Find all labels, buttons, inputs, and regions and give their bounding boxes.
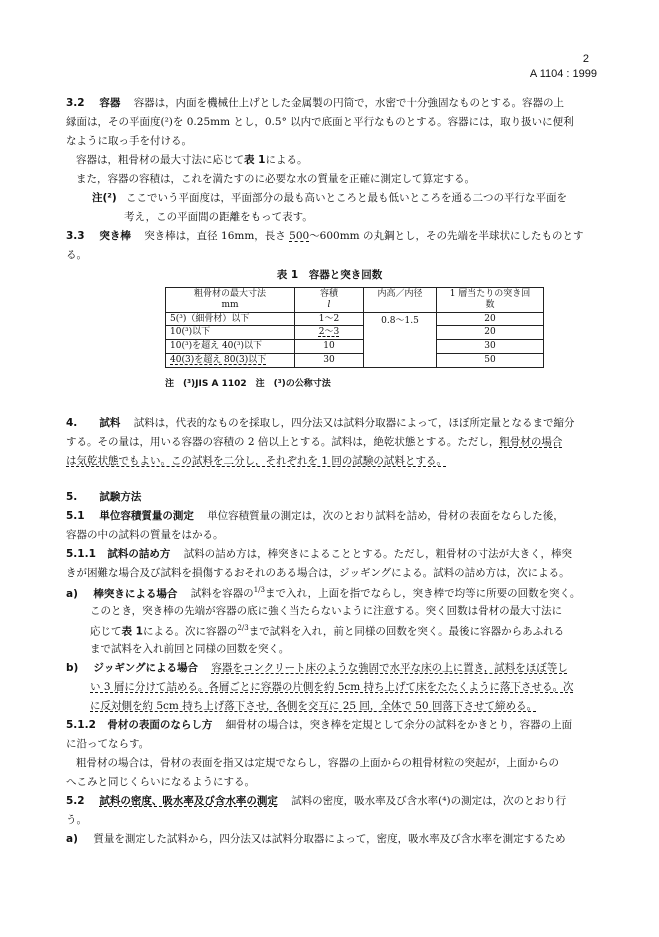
section-5-1-2-line-3: 粗骨材の場合は，骨材の表面を指又は定規でならし，容器の上面からの粗骨材粒の突起が，上面からの: [76, 757, 559, 769]
section-5-1-line-2: 容器の中の試料の質量をはかる。: [66, 529, 224, 541]
item-a-line-3: [90, 623, 595, 640]
section-title: 試料の詰め方: [107, 548, 171, 560]
note-2: [92, 191, 595, 206]
section-title: 単位容積質量の測定: [99, 510, 194, 522]
underlined-text: に反対側を約 5cm 持ち上げ落下させ，各側を交互に 25 回，全体で 50 回落下させて締める。: [90, 700, 537, 712]
table-reference: 表 1: [121, 625, 143, 638]
table-cell: 40(3)を超え 80(3)以下: [166, 353, 295, 367]
underlined-text: い 3 層に分けて詰める。各層ごとに容器の片側を約 5cm 持ち上げて床をたたくように落下させる。次: [90, 681, 574, 693]
paragraph-text: 応じて: [90, 625, 122, 638]
paragraph-text: 試料は，代表的なものを採取し，四分法又は試料分取器によって，ほぼ所定量となるまで縮分: [133, 417, 575, 429]
paragraph-text: 細骨材の場合は，突き棒を定規として余分の試料をかきとり，容器の上面: [225, 719, 573, 731]
table-cell: 10(³)以下: [166, 326, 295, 340]
paragraph-text: による。次に容器の: [142, 625, 238, 638]
table-cell: 30: [437, 340, 544, 354]
section-4-line-1: [66, 416, 595, 431]
table-cell: 5(³)（細骨材）以下: [166, 312, 295, 326]
section-5-1-line-1: [66, 509, 595, 524]
paragraph-text: 突き棒は，直径 16mm，長さ: [144, 230, 290, 242]
page-number: 2: [582, 53, 589, 65]
section-number: 5.1.1: [66, 548, 96, 560]
table-cell: 1～2: [295, 312, 364, 326]
paragraph-text: 単位容積質量の測定は，次のとおり試料を詰め，骨材の表面をならした後，: [207, 510, 564, 522]
paragraph-text: ～600mm の丸鋼とし，その先端を半球状にしたものとす: [309, 230, 584, 242]
item-a-line-4: まで試料を入れ前回と同様の回数を突く。: [90, 643, 290, 655]
table-header-cell: 内高／内径: [364, 288, 437, 313]
underlined-text: 粗骨材の場合: [499, 436, 563, 448]
section-5-2-line-1: [66, 794, 595, 809]
section-4-line-2: [66, 435, 595, 450]
table-cell: 20: [437, 326, 544, 340]
section-3-2-para-2: [76, 153, 595, 168]
section-3-2-para-3: また，容器の容積は，これを満たすのに必要な水の質量を正確に測定して算定する。: [76, 173, 475, 185]
paragraph-text: 質量を測定した試料から，四分法又は試料分取器によって，密度，吸水率及び含水率を測定するため: [93, 833, 566, 845]
paragraph-text: する。その量は，用いる容器の容積の 2 倍以上とする。試料は，絶乾状態とする。ただし，: [66, 436, 500, 448]
paragraph-text: 試料を容器の: [190, 587, 254, 600]
section-number: 5.: [66, 491, 78, 503]
section-title: 骨材の表面のならし方: [107, 719, 213, 731]
table-header-cell: 粗骨材の最大寸法 mm: [166, 288, 295, 313]
item-a-line-1: [66, 585, 595, 602]
paragraph-text: 容器は，内面を機械仕上げとした金属製の円筒で，水密で十分強固なものとする。容器の上: [133, 97, 564, 109]
section-4-line-3: [66, 454, 595, 469]
item-title: ジッギングによる場合: [93, 662, 199, 674]
section-title: 試験方法: [99, 491, 142, 503]
section-number: 5.2: [66, 795, 85, 807]
section-5-1-2-line-2: に沿ってならす。: [66, 738, 150, 750]
section-5-1-2-line-4: へこみと同じくらいになるようにする。: [66, 776, 255, 788]
table-row: [166, 312, 544, 326]
section-number: 3.2: [66, 97, 85, 109]
paragraph-text: まで入れ，上面を指でならし，突き棒で均等に所要の回数を突く。: [264, 587, 581, 600]
underlined-text: 容器をコンクリート床のような強固で水平な床の上に置き，試料をほぼ等し: [211, 662, 568, 674]
item-label: b): [66, 662, 79, 674]
section-5-1-2-line-1: [66, 718, 595, 733]
section-number: 5.1.2: [66, 719, 96, 731]
section-3-2-line-1: [66, 96, 595, 111]
item-title: 棒突きによる場合: [93, 587, 178, 600]
section-3-3-line-2: る。: [66, 249, 87, 261]
standard-number: A 1104 : 1999: [529, 68, 597, 80]
table-header-cell: 容積 l: [295, 288, 364, 313]
table-1: [165, 287, 544, 368]
section-title: 突き棒: [99, 230, 131, 242]
section-title: 試料: [99, 417, 121, 429]
table-note: 注 (³)JIS A 1102 注 (³)の公称寸法: [165, 379, 331, 389]
section-number: 5.1: [66, 510, 85, 522]
paragraph-text: 試料の詰め方は，棒突きによることとする。ただし，粗骨材の寸法が大きく，棒突: [183, 548, 572, 560]
table-cell-ratio: 0.8～1.5: [364, 312, 437, 367]
item-a-line-2: このとき，突き棒の先端が容器の底に強く当たらないように注意する。突く回数は骨材の最大寸法に: [90, 605, 563, 617]
table-cell: 20: [437, 312, 544, 326]
item-b-line-2: [90, 680, 595, 695]
fraction: 2/3: [237, 624, 249, 632]
table-reference: 表 1: [244, 154, 266, 166]
note-2-line-2: 考え，この平面間の距離をもって表す。: [124, 211, 313, 223]
section-number: 4.: [66, 417, 78, 429]
section-5-2-line-2: う。: [66, 814, 87, 826]
underlined-text: 500: [289, 230, 310, 242]
section-3-2-line-2: 縁面は，その平面度(²)を 0.25mm とし，0.5° 以内で底面と平行なものとする。容器には，取り扱いに便利: [66, 116, 574, 128]
table-row: [166, 340, 544, 354]
item-b-line-1: [66, 661, 595, 676]
paragraph-text: まで試料を入れ，前と同様の回数を突く。最後に容器からあふれる: [248, 625, 565, 638]
note-label: 注(²): [92, 192, 117, 204]
section-title: 容器: [99, 97, 121, 109]
table-cell: 10(³)を超え 40(³)以下: [166, 340, 295, 354]
section-5-1-1-line-1: [66, 547, 595, 562]
table-cell: 50: [437, 353, 544, 367]
table-row: [166, 353, 544, 367]
section-number: 3.3: [66, 230, 85, 242]
table-cell: 2～3: [295, 326, 364, 340]
table-title: 表 1 容器と突き回数: [276, 269, 383, 281]
table-header-row: [166, 288, 544, 313]
item-b-line-3: [90, 699, 595, 714]
item-label: a): [66, 587, 78, 600]
note-text: ここでいう平面度は，平面部分の最も高いところと最も低いところを通る二つの平行な平面を: [126, 192, 568, 204]
table-header-cell: 1 層当たりの突き回 数: [437, 288, 544, 313]
underlined-text: は気乾状態でもよい。この試料を二分し，それぞれを 1 回の試験の試料とする。: [66, 455, 447, 467]
section-title: 試料の密度、吸水率及び含水率の測定: [99, 795, 278, 807]
section-5-1-1-line-2: きが困難な場合及び試料を損傷するおそれのある場合は，ジッギングによる。試料の詰め方は，次による。: [66, 567, 570, 579]
table-cell: 30: [295, 353, 364, 367]
fraction: 1/3: [253, 586, 265, 594]
table-cell: 10: [295, 340, 364, 354]
table-row: [166, 326, 544, 340]
section-3-3-line-1: [66, 229, 595, 244]
item-a2-line-1: [66, 832, 595, 847]
item-label: a): [66, 833, 78, 845]
paragraph-text: 試料の密度，吸水率及び含水率(⁴)の測定は，次のとおり行: [291, 795, 567, 807]
paragraph-text: 容器は，粗骨材の最大寸法に応じて: [76, 154, 244, 166]
paragraph-text: による。: [265, 154, 308, 166]
section-3-2-line-3: なように取っ手を付ける。: [66, 135, 192, 147]
section-5-heading: [66, 490, 595, 505]
